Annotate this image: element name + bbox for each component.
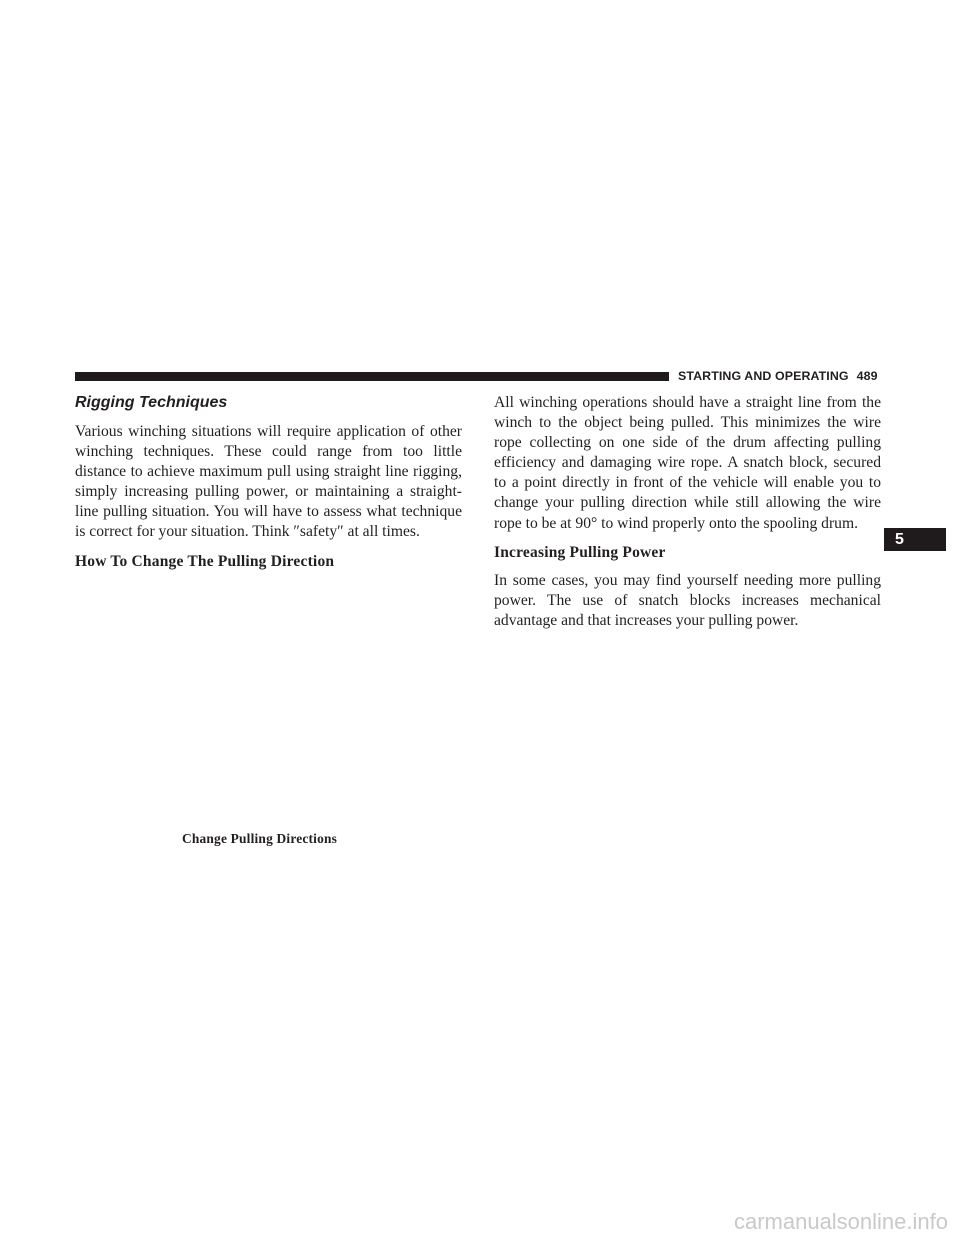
straight-line-paragraph: All winching operations should have a straight line from the winch to the object being pulled. This minimizes the wire rope collecting on one side of the drum affecting pulling efficiency and damaging wire rope. A snatch block, secured to a point directly in front of the vehicle will enable you to change your pulling direction while still allowing the wire rope to be at 90° to wind properly onto the spooling drum.: [494, 394, 881, 532]
page-number: 489: [856, 369, 878, 383]
pulling-power-subheading: Increasing Pulling Power: [494, 543, 666, 561]
header-rule: [75, 372, 669, 381]
change-direction-subheading: How To Change The Pulling Direction: [75, 552, 335, 570]
pulling-power-paragraph: In some cases, you may find yourself needing more pulling power. The use of snatch blocks increases mechanical advantage and that increases your pulling power.: [494, 571, 881, 629]
chapter-number: 5: [895, 531, 904, 548]
chapter-tab: [884, 528, 946, 551]
figure-caption: Change Pulling Directions: [182, 831, 338, 846]
rigging-paragraph: Various winching situations will require application of other winching techniques. These could range from too little distance to achieve maximum pull using straight line rigging, simply increasing pulling power, or maintaining a straight-line pulling situation. You will have to assess what technique is correct for your situation. Think ″safety″ at all times.: [75, 423, 462, 541]
section-heading: Rigging Techniques: [75, 394, 228, 411]
right-column: [494, 393, 881, 640]
header-section-title: STARTING AND OPERATING: [678, 369, 849, 383]
watermark: carmanualsonline.info: [733, 1209, 948, 1234]
running-header: [678, 367, 884, 385]
left-column: [75, 393, 462, 580]
